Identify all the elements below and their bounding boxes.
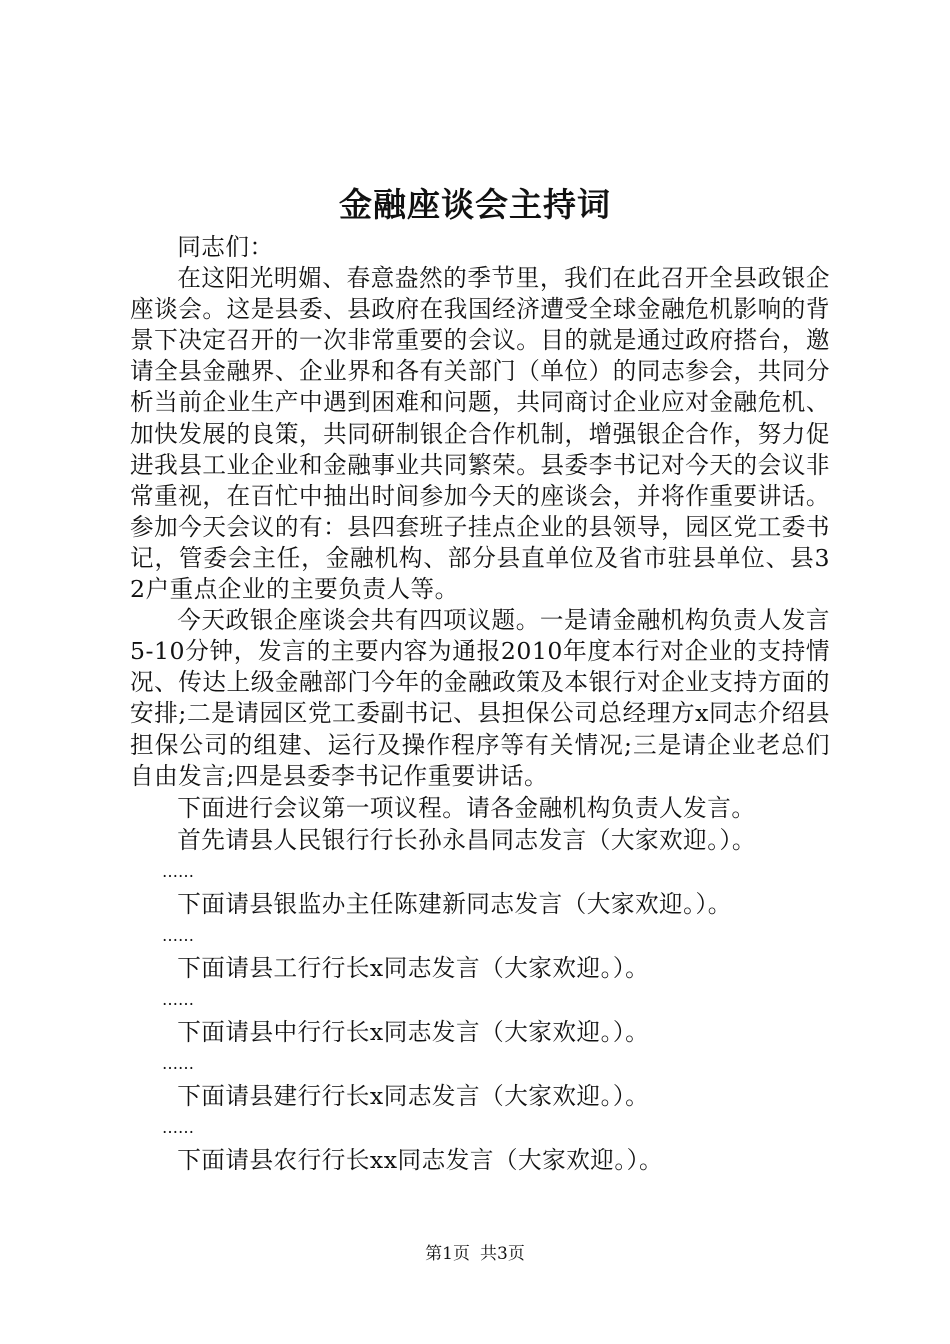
speaker-line: 下面请县中行行长x同志发言（大家欢迎。）。 <box>177 1017 650 1046</box>
speaker-line: 下面请县银监办主任陈建新同志发言（大家欢迎。）。 <box>177 889 732 918</box>
ellipsis: …… <box>162 1053 194 1073</box>
speaker-line: 下面请县农行行长xx同志发言（大家欢迎。）。 <box>177 1145 664 1174</box>
page-total: 共3页 <box>480 1244 525 1264</box>
ellipsis: …… <box>162 989 194 1009</box>
page-number: 第1页 <box>425 1244 470 1264</box>
agenda-line: 下面进行会议第一项议程。请各金融机构负责人发言。 <box>177 793 756 822</box>
document-body <box>130 232 830 1176</box>
paragraph-opening: 在这阳光明媚、春意盎然的季节里，我们在此召开全县政银企座谈会。这是县委、县政府在我国经济遭受全球金融危机影响的背景下决定召开的一次非常重要的会议。目的就是通过政府搭台，邀请全县金融界、企业界和各有关部门（单位）的同志参会，共同分析当前企业生产中遇到困难和问题，共同商讨企业应对金融危机、加快发展的良策，共同研制银企合作机制，增强银企合作，努力促进我县工业企业和金融事业共同繁荣。县委李书记对今天的会议非常重视，在百忙中抽出时间参加今天的座谈会，并将作重要讲话。参加今天会议的有：县四套班子挂点企业的县领导，园区党工委书记，管委会主任，金融机构、部分县直单位及省市驻县单位、县32户重点企业的主要负责人等。 <box>130 264 830 604</box>
ellipsis: …… <box>162 861 194 881</box>
salutation: 同志们： <box>177 233 274 261</box>
document-title: 金融座谈会主持词 <box>339 185 611 224</box>
ellipsis: …… <box>162 925 194 945</box>
page-footer <box>0 1242 950 1266</box>
paragraph-agenda: 今天政银企座谈会共有四项议题。一是请金融机构负责人发言5-10分钟，发言的主要内容为通报2010年度本行对企业的支持情况、传达上级金融部门今年的金融政策及本银行对企业支持方面的安排;二是请园区党工委副书记、县担保公司总经理方x同志介绍县担保公司的组建、运行及操作程序等有关情况;三是请企业老总们自由发言;四是县委李书记作重要讲话。 <box>130 606 830 790</box>
speaker-line: 首先请县人民银行行长孙永昌同志发言（大家欢迎。）。 <box>177 825 756 854</box>
speaker-line: 下面请县工行行长x同志发言（大家欢迎。）。 <box>177 953 650 982</box>
ellipsis: …… <box>162 1117 194 1137</box>
speaker-line: 下面请县建行行长x同志发言（大家欢迎。）。 <box>177 1081 650 1110</box>
